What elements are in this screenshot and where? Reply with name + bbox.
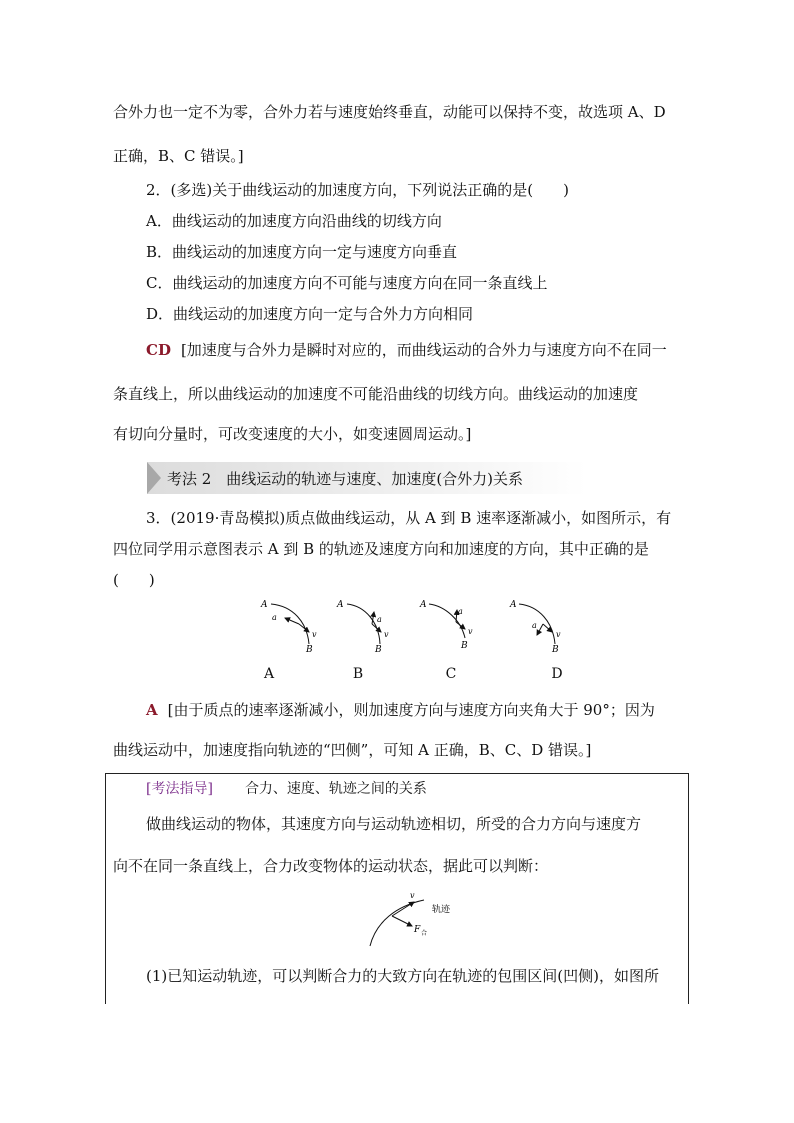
point-b-label: B xyxy=(306,645,313,655)
vel-label: v xyxy=(468,627,473,636)
option-c: C．曲线运动的加速度方向不可能与速度方向在同一条直线上 xyxy=(146,274,548,292)
vel-label: v xyxy=(556,630,561,639)
text-line: 四位同学用示意图表示 A 到 B 的轨迹及速度方向和加速度的方向，其中正确的是 xyxy=(113,540,649,558)
point-b-label: B xyxy=(461,641,468,651)
guidance-tag: [考法指导] xyxy=(146,781,213,797)
answer-text: [加速度与合外力是瞬时对应的，而曲线运动的合外力与速度方向不在同一 xyxy=(180,341,667,359)
point-a-label: A xyxy=(337,600,344,610)
option-label-a: A xyxy=(263,666,275,682)
velocity-label: v xyxy=(410,891,415,900)
text-line: 条直线上，所以曲线运动的加速度不可能沿曲线的切线方向。曲线运动的加速度 xyxy=(113,385,639,403)
option-label-b: B xyxy=(352,666,364,682)
point-a-label: A xyxy=(420,600,427,610)
trajectory-figures xyxy=(255,594,575,656)
option-d: D．曲线运动的加速度方向一定与合外力方向相同 xyxy=(146,305,474,323)
accel-label: a xyxy=(532,621,537,630)
text-line: 正确，B、C 错误。] xyxy=(113,147,244,165)
section-arrow-icon xyxy=(147,462,161,494)
answer-3 xyxy=(146,700,655,720)
point-a-label: A xyxy=(261,600,268,610)
answer-label: A xyxy=(146,701,158,719)
option-b: B．曲线运动的加速度方向一定与速度方向垂直 xyxy=(146,243,458,261)
guidance-text: (1)已知运动轨迹，可以判断合力的大致方向在轨迹的包围区间(凹侧)，如图所 xyxy=(146,967,659,985)
text-line: 有切向分量时，可改变速度的大小，如变速圆周运动。] xyxy=(113,425,472,443)
guidance-title: 合力、速度、轨迹之间的关系 xyxy=(244,781,427,797)
text-line: 曲线运动中，加速度指向轨迹的“凹侧”，可知 A 正确，B、C、D 错误。] xyxy=(113,741,592,759)
text-line: 合外力也一定不为零，合外力若与速度始终垂直，动能可以保持不变，故选项 A、D xyxy=(113,103,666,121)
vel-label: v xyxy=(312,630,317,639)
diagram-b xyxy=(336,600,389,655)
accel-label: a xyxy=(458,607,463,616)
force-subscript: 合 xyxy=(421,930,428,937)
option-a: A．曲线运动的加速度方向沿曲线的切线方向 xyxy=(146,212,442,230)
answer-label: CD xyxy=(146,341,171,359)
point-b-label: B xyxy=(375,645,382,655)
guidance-header xyxy=(146,779,427,799)
question-3: 3．(2019·青岛模拟)质点做曲线运动，从 A 到 B 速率逐渐减小，如图所示，有 xyxy=(146,509,672,527)
answer-2 xyxy=(146,340,667,360)
guidance-text: 向不在同一条直线上，合力改变物体的运动状态，据此可以判断： xyxy=(113,857,549,875)
point-a-label: A xyxy=(510,600,517,610)
guidance-text: 做曲线运动的物体，其速度方向与运动轨迹相切，所受的合力方向与速度方 xyxy=(146,815,642,833)
text-line: ( ) xyxy=(113,571,155,589)
option-label-c: C xyxy=(445,666,457,682)
diagram-d xyxy=(509,600,561,655)
option-label-d: D xyxy=(551,666,563,682)
diagram-a xyxy=(260,600,317,655)
section-title: 考法 2 曲线运动的轨迹与速度、加速度(合外力)关系 xyxy=(167,470,524,488)
answer-text: [由于质点的速率逐渐减小，则加速度方向与速度方向夹角大于 90°；因为 xyxy=(167,701,655,719)
question-2: 2．(多选)关于曲线运动的加速度方向，下列说法正确的是( ) xyxy=(146,181,569,199)
vel-label: v xyxy=(384,630,389,639)
accel-label: a xyxy=(272,613,277,622)
force-label: F xyxy=(414,925,421,935)
diagram-c xyxy=(419,600,473,651)
trajectory-label: 轨迹 xyxy=(432,905,451,915)
point-b-label: B xyxy=(552,645,559,655)
accel-label: a xyxy=(377,615,382,624)
force-diagram xyxy=(362,886,472,950)
